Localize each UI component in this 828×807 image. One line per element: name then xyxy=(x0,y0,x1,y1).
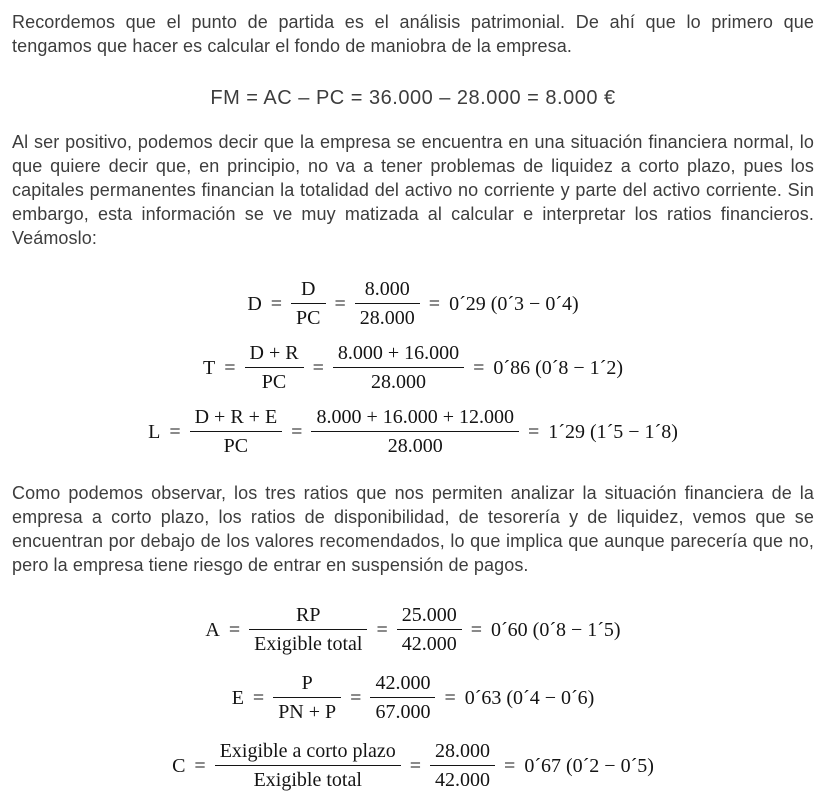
equals-sign: = xyxy=(270,292,283,315)
symbolic-denominator: PN + P xyxy=(278,701,337,723)
symbolic-fraction xyxy=(245,341,304,394)
equals-sign: = xyxy=(504,754,516,777)
formula-label: T xyxy=(203,356,216,379)
symbolic-denominator: PC xyxy=(261,371,287,393)
formulas-short-term xyxy=(12,277,814,458)
symbolic-denominator: PC xyxy=(223,435,249,457)
equals-sign: = xyxy=(194,754,206,777)
numeric-numerator: 28.000 xyxy=(430,739,495,766)
numeric-fraction xyxy=(333,341,464,394)
equals-sign: = xyxy=(169,420,181,443)
equals-sign: = xyxy=(350,686,362,709)
ratio-formula xyxy=(12,341,814,394)
ratio-formula xyxy=(12,603,814,656)
equals-sign: = xyxy=(224,356,236,379)
formula-label: C xyxy=(172,754,186,777)
equals-sign: = xyxy=(473,356,485,379)
symbolic-numerator: RP xyxy=(249,603,367,630)
paragraph-conclusion: Como podemos observar, los tres ratios que nos permiten analizar la situación financiera de la empresa a corto plazo, los ratios de disponibilidad, de tesorería y de liquidez, vemos que se encuentran por debajo de los valores recomendados, lo que implica que aunque parecería que no, pero la empresa tiene riesgo de entrar en suspensión de pagos. xyxy=(12,483,814,575)
numeric-fraction xyxy=(370,671,435,724)
formulas-structure xyxy=(12,603,814,792)
symbolic-numerator: P xyxy=(273,671,341,698)
symbolic-denominator: PC xyxy=(296,307,321,329)
paragraph-intro: Recordemos que el punto de partida es el análisis patrimonial. De ahí que lo primero que tengamos que hacer es calcular el fondo de maniobra de la empresa. xyxy=(12,12,814,56)
numeric-denominator: 28.000 xyxy=(359,307,415,329)
formula-label: E xyxy=(231,686,244,709)
paragraph-analysis: Al ser positivo, podemos decir que la empresa se encuentra en una situación financiera normal, lo que quiere decir que, en principio, no va a tener problemas de liquidez a corto plazo, pues los capitales permanentes financian la totalidad del activo no corriente y parte del activo corriente. Sin embargo, esta información se ve muy matizada al calcular e interpretar los ratios financieros. Veámoslo: xyxy=(12,132,814,248)
numeric-fraction xyxy=(430,739,495,792)
formula-label: D xyxy=(247,292,262,315)
numeric-fraction xyxy=(397,603,462,656)
numeric-numerator: 8.000 xyxy=(355,277,420,304)
symbolic-numerator: D + R + E xyxy=(190,405,283,432)
numeric-numerator: 8.000 + 16.000 xyxy=(333,341,464,368)
equals-sign: = xyxy=(228,618,241,641)
equals-sign: = xyxy=(409,754,422,777)
numeric-fraction xyxy=(355,277,420,330)
formula-result: 0´67 (0´2 − 0´5) xyxy=(524,754,654,777)
numeric-denominator: 28.000 xyxy=(370,371,426,393)
symbolic-numerator: Exigible a corto plazo xyxy=(215,739,401,766)
symbolic-fraction xyxy=(273,671,341,724)
numeric-numerator: 42.000 xyxy=(370,671,435,698)
ratio-formula xyxy=(12,405,814,458)
formula-result: 0´29 (0´3 − 0´4) xyxy=(449,292,579,315)
formula-label: L xyxy=(148,420,161,443)
equals-sign: = xyxy=(291,420,303,443)
fm-equation: FM = AC – PC = 36.000 – 28.000 = 8.000 € xyxy=(210,87,616,109)
numeric-fraction xyxy=(311,405,519,458)
symbolic-numerator: D + R xyxy=(245,341,304,368)
equals-sign: = xyxy=(428,292,441,315)
symbolic-numerator: D xyxy=(291,277,325,304)
ratio-formula xyxy=(12,671,814,724)
symbolic-denominator: Exigible total xyxy=(253,769,362,791)
numeric-numerator: 25.000 xyxy=(397,603,462,630)
symbolic-fraction xyxy=(249,603,367,656)
symbolic-fraction xyxy=(291,277,325,330)
equals-sign: = xyxy=(312,356,324,379)
equals-sign: = xyxy=(334,292,346,315)
equals-sign: = xyxy=(252,686,265,709)
equals-sign: = xyxy=(528,420,540,443)
formula-result: 0´60 (0´8 − 1´5) xyxy=(491,618,621,641)
equals-sign: = xyxy=(376,618,388,641)
symbolic-fraction xyxy=(215,739,401,792)
symbolic-denominator: Exigible total xyxy=(254,633,363,655)
formula-result: 0´86 (0´8 − 1´2) xyxy=(493,356,623,379)
numeric-denominator: 67.000 xyxy=(375,701,431,723)
numeric-denominator: 28.000 xyxy=(387,435,443,457)
formula-result: 1´29 (1´5 − 1´8) xyxy=(548,420,678,443)
ratio-formula xyxy=(12,277,814,330)
ratio-formula xyxy=(12,739,814,792)
numeric-denominator: 42.000 xyxy=(435,769,491,791)
equals-sign: = xyxy=(470,618,482,641)
numeric-denominator: 42.000 xyxy=(401,633,457,655)
numeric-numerator: 8.000 + 16.000 + 12.000 xyxy=(311,405,519,432)
equals-sign: = xyxy=(444,686,456,709)
formula-label: A xyxy=(205,618,220,641)
formula-result: 0´63 (0´4 − 0´6) xyxy=(464,686,595,709)
symbolic-fraction xyxy=(190,405,283,458)
